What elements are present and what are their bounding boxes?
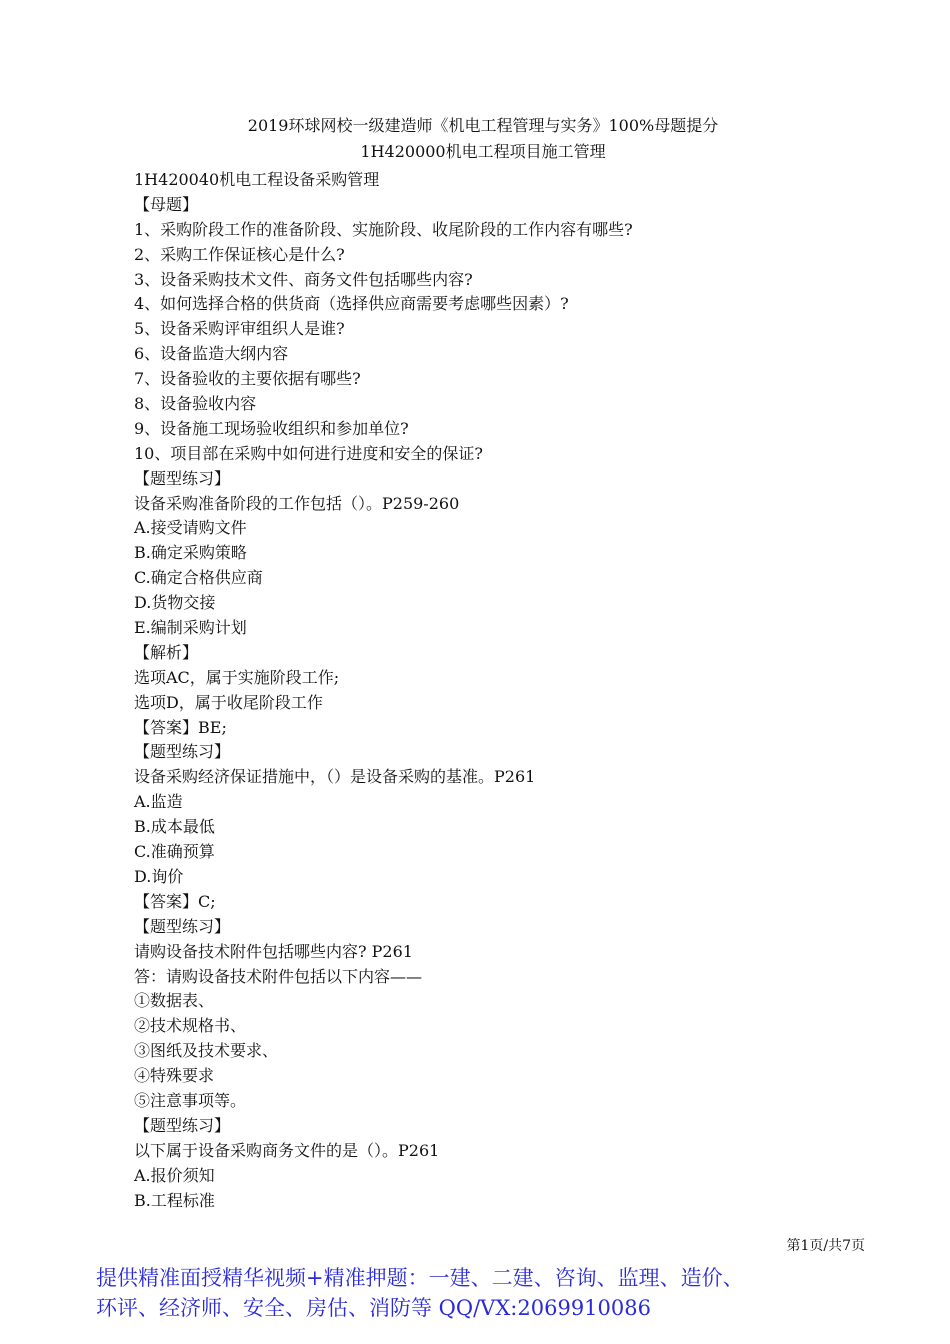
document-subtitle: 1H420000机电工程项目施工管理 (360, 142, 606, 161)
text-line: ③图纸及技术要求、 (134, 1041, 279, 1061)
document-body (134, 168, 633, 1213)
text-line: A.报价须知 (134, 1165, 215, 1185)
promo-banner-line-2: 环评、经济师、安全、房估、消防等 QQ/VX:2069910086 (96, 1296, 651, 1320)
text-line: 2、采购工作保证核心是什么? (134, 244, 345, 264)
text-line: ⑤注意事项等。 (134, 1090, 247, 1110)
text-line: D.货物交接 (134, 593, 216, 613)
text-line: 【解析】 (134, 642, 199, 662)
text-line: ①数据表、 (134, 991, 215, 1011)
text-line: 【题型练习】 (134, 742, 231, 762)
text-line: 【答案】C; (134, 891, 216, 911)
text-line: 请购设备技术附件包括哪些内容? P261 (134, 941, 413, 961)
text-line: 答：请购设备技术附件包括以下内容—— (134, 966, 423, 986)
document-title: 2019环球网校一级建造师《机电工程管理与实务》100%母题提分 (247, 116, 719, 135)
text-line: B.工程标准 (134, 1190, 215, 1210)
text-line: 【题型练习】 (134, 1115, 231, 1135)
text-line: 设备采购经济保证措施中，（）是设备采购的基准。P261 (134, 767, 536, 787)
text-line: 5、设备采购评审组织人是谁? (134, 319, 345, 339)
text-line: 【题型练习】 (134, 468, 231, 488)
text-line: 9、设备施工现场验收组织和参加单位? (134, 418, 409, 438)
page-number: 第1页/共7页 (786, 1238, 865, 1254)
text-line: 7、设备验收的主要依据有哪些? (134, 369, 361, 389)
text-line: 【答案】BE; (134, 717, 227, 737)
text-line: 1、采购阶段工作的准备阶段、实施阶段、收尾阶段的工作内容有哪些? (134, 219, 633, 239)
text-line: 6、设备监造大纲内容 (134, 344, 289, 364)
text-line: C.准确预算 (134, 842, 215, 862)
text-line: A.监造 (134, 792, 183, 812)
text-line: 【母题】 (134, 194, 199, 214)
text-line: 10、项目部在采购中如何进行进度和安全的保证? (134, 443, 483, 463)
text-line: 【题型练习】 (134, 916, 231, 936)
text-line: D.询价 (134, 866, 184, 886)
text-line: 4、如何选择合格的供货商（选择供应商需要考虑哪些因素）? (134, 294, 569, 314)
text-line: 3、设备采购技术文件、商务文件包括哪些内容? (134, 269, 473, 289)
text-line: 选项AC，属于实施阶段工作; (134, 667, 340, 687)
text-line: 选项D，属于收尾阶段工作 (134, 692, 323, 712)
text-line: ②技术规格书、 (134, 1016, 247, 1036)
text-line: B.确定采购策略 (134, 543, 247, 563)
text-line: A.接受请购文件 (134, 518, 247, 538)
text-line: E.编制采购计划 (134, 618, 247, 638)
text-line: B.成本最低 (134, 817, 215, 837)
promo-banner-line-1: 提供精准面授精华视频+精准押题：一建、二建、咨询、监理、造价、 (96, 1266, 744, 1290)
text-line: 以下属于设备采购商务文件的是（）。P261 (134, 1140, 440, 1160)
text-line: ④特殊要求 (134, 1066, 215, 1086)
text-line: C.确定合格供应商 (134, 568, 263, 588)
section-heading: 1H420040机电工程设备采购管理 (134, 170, 380, 189)
text-line: 设备采购准备阶段的工作包括（）。P259-260 (134, 493, 460, 513)
text-line: 8、设备验收内容 (134, 394, 257, 414)
